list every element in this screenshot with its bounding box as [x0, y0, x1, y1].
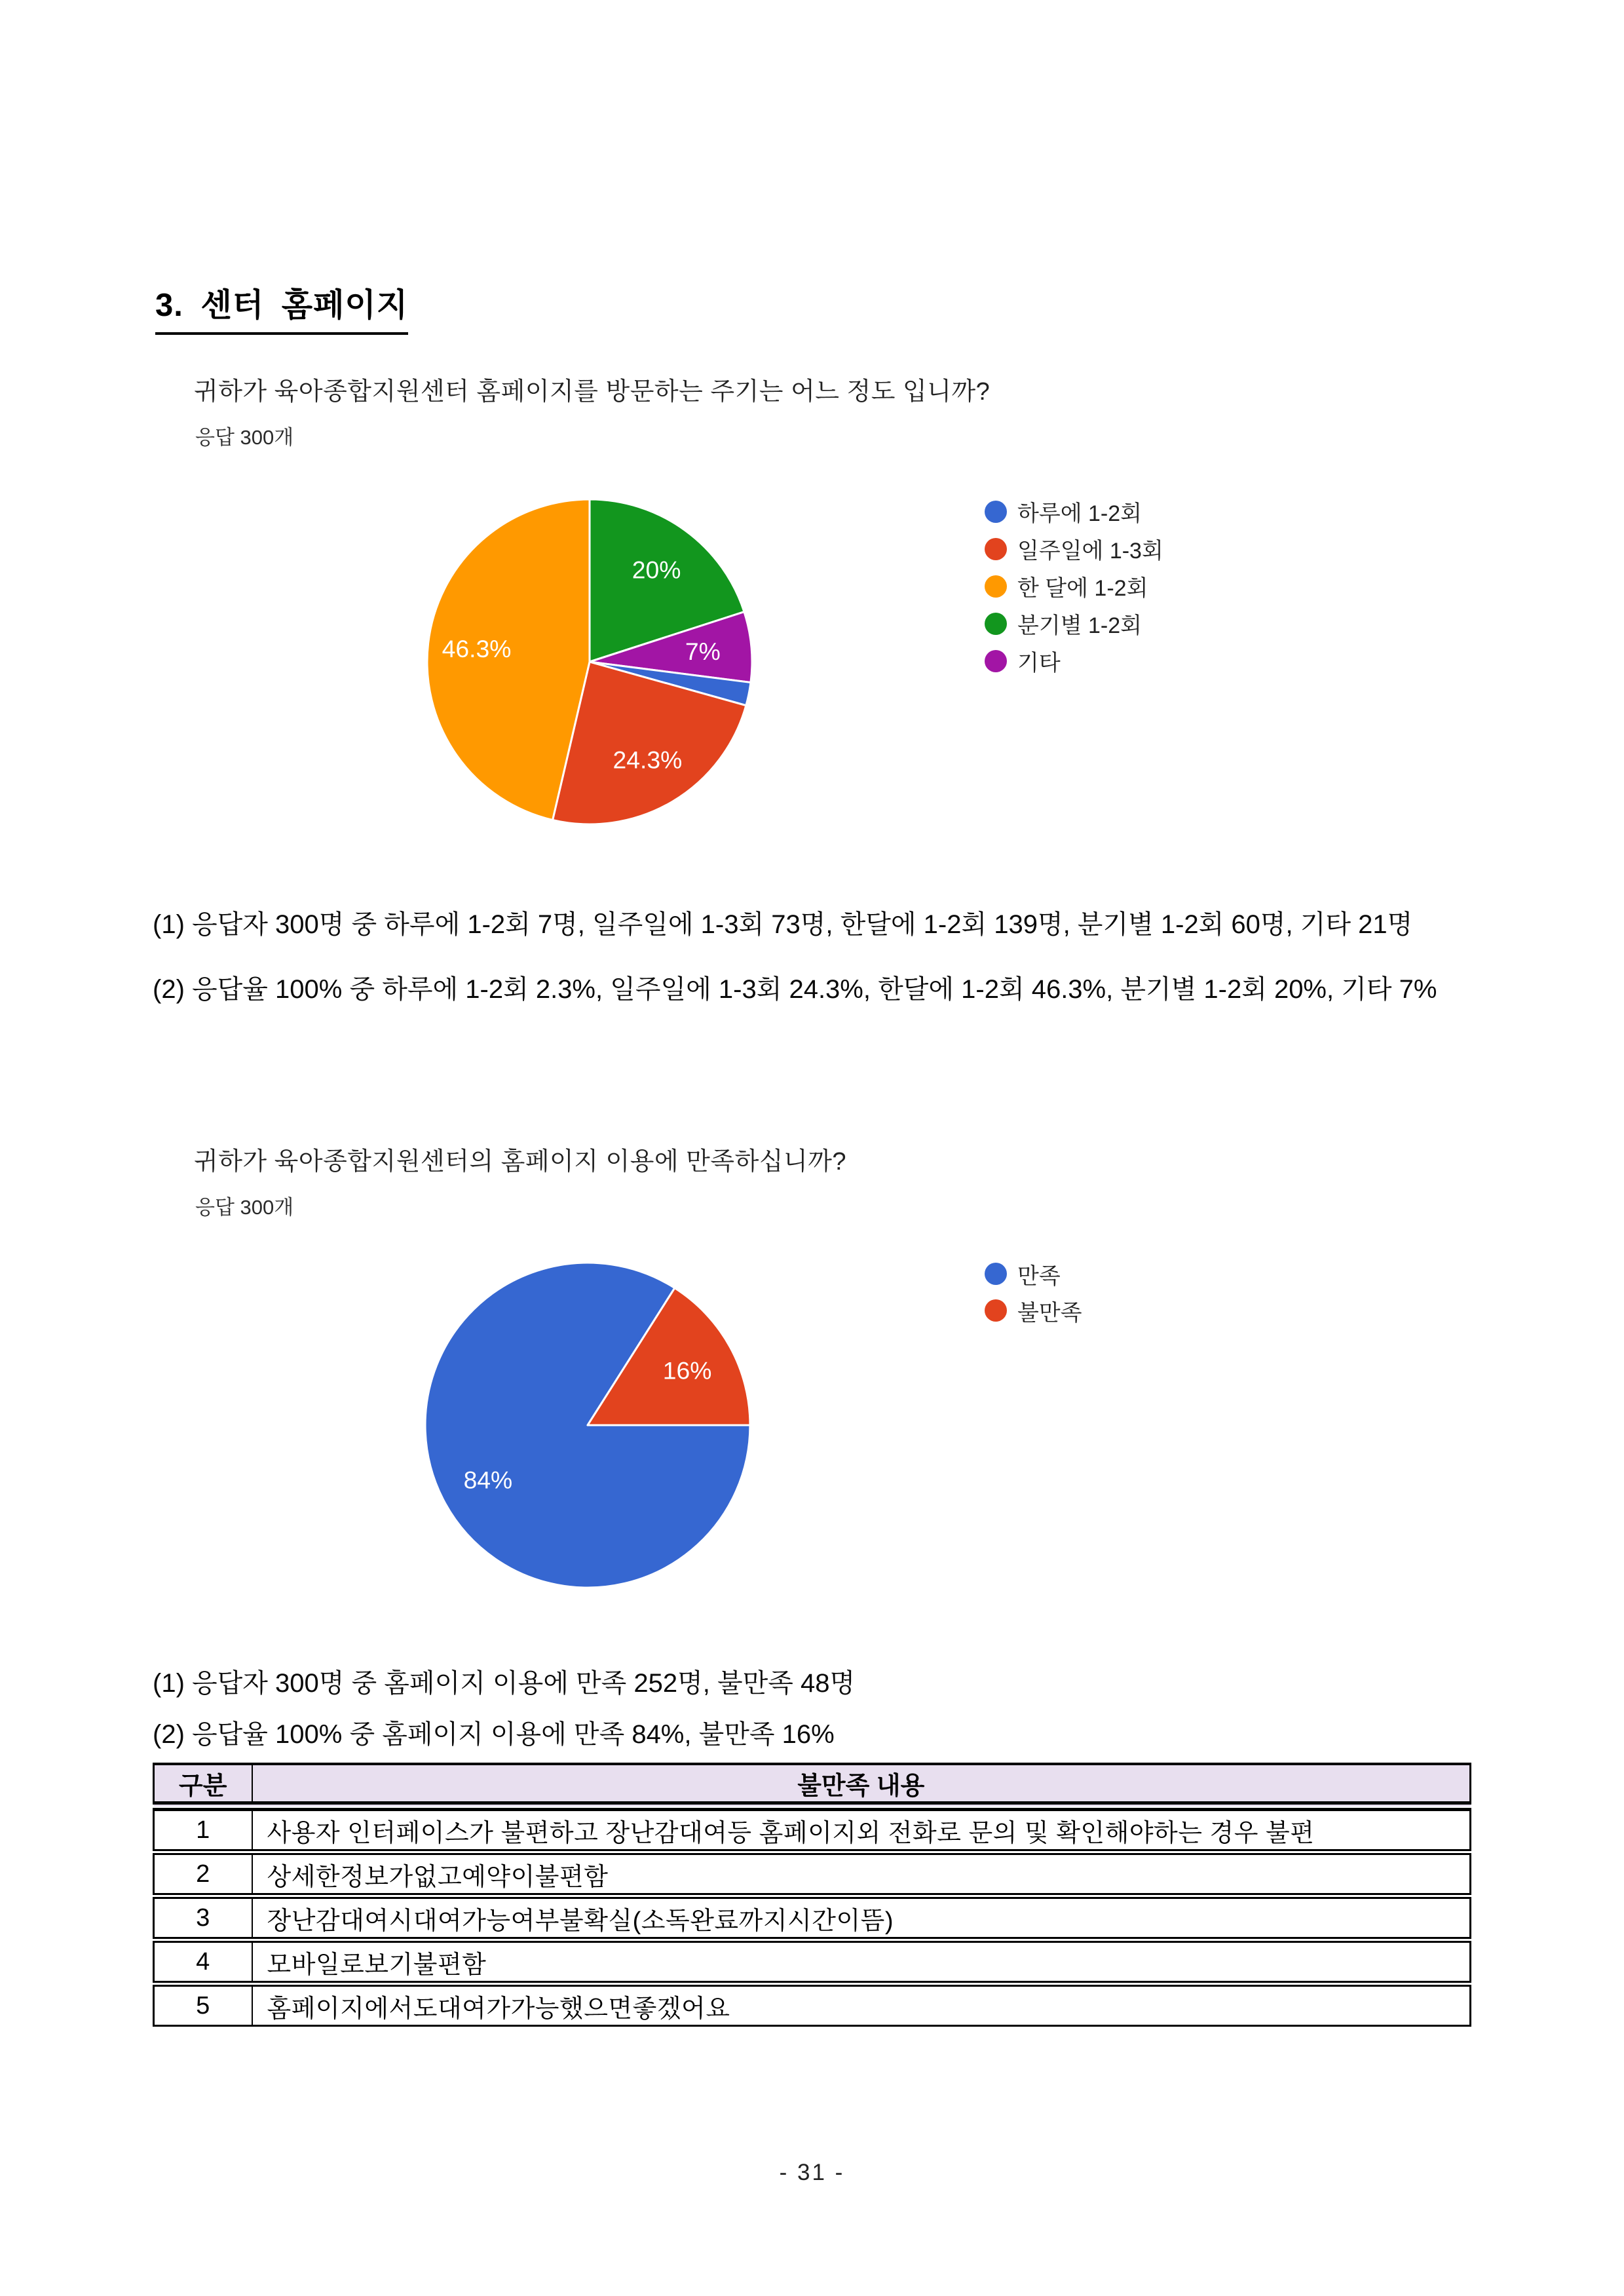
paragraph-text: 응답자 300명 중 홈페이지 이용에 만족 252명, 불만족 48명 — [192, 1669, 856, 1698]
visit-frequency-pie-chart — [425, 497, 755, 827]
row-content-cell: 장난감대여시대여가능여부불확실(소독완료까지시간이뜸) — [252, 1896, 1471, 1940]
table-row — [154, 1984, 1471, 2026]
svg-text:84%: 84% — [463, 1466, 513, 1494]
legend-dot-icon — [985, 1299, 1007, 1322]
paragraph-marker: (2) — [153, 1720, 185, 1749]
table-header-row — [154, 1764, 1471, 1807]
legend-item — [985, 1255, 1082, 1292]
legend-item-label: 분기별 1-2회 — [1017, 613, 1142, 638]
legend-item — [985, 605, 1163, 642]
row-content-cell: 모바일로보기불편함 — [252, 1940, 1471, 1984]
table-row — [154, 1940, 1471, 1984]
column-header-content: 불만족 내용 — [252, 1764, 1471, 1807]
row-number-cell: 5 — [154, 1984, 252, 2026]
table-row — [154, 1852, 1471, 1896]
visit-frequency-legend — [985, 493, 1163, 679]
legend-item — [985, 642, 1163, 679]
paragraph-text: 응답자 300명 중 하루에 1-2회 7명, 일주일에 1-3회 73명, 한달에 1-2회 139명, 분기별 1-2회 60명, 기타 21명 — [192, 910, 1413, 939]
table-row — [154, 1896, 1471, 1940]
row-number-cell: 1 — [154, 1807, 252, 1852]
legend-dot-icon — [985, 1263, 1007, 1285]
paragraph-marker: (1) — [153, 910, 185, 939]
legend-dot-icon — [985, 575, 1007, 598]
finding-paragraph — [153, 1709, 1473, 1760]
finding-paragraph — [153, 1658, 1473, 1709]
legend-item — [985, 567, 1163, 605]
legend-dot-icon — [985, 613, 1007, 635]
legend-item — [985, 530, 1163, 567]
row-number-cell: 3 — [154, 1896, 252, 1940]
paragraph-text: 응답율 100% 중 하루에 1-2회 2.3%, 일주일에 1-3회 24.3%, 한달에 1-2회 46.3%, 분기별 1-2회 20%, 기타 7% — [192, 975, 1437, 1004]
legend-item-label: 불만족 — [1017, 1300, 1082, 1326]
paragraph-marker: (1) — [153, 1669, 185, 1698]
row-content-cell: 홈페이지에서도대여가가능했으면좋겠어요 — [252, 1984, 1471, 2026]
paragraph-text: 응답율 100% 중 홈페이지 이용에 만족 84%, 불만족 16% — [192, 1720, 835, 1749]
row-content-cell: 사용자 인터페이스가 불편하고 장난감대여등 홈페이지외 전화로 문의 및 확인해야하는 경우 불편 — [267, 1819, 1315, 1847]
legend-item-label: 한 달에 1-2회 — [1017, 576, 1148, 601]
satisfaction-pie-chart — [423, 1260, 753, 1590]
legend-item — [985, 1292, 1082, 1329]
legend-dot-icon — [985, 538, 1007, 560]
question-2-text: 귀하가 육아종합지원센터의 홈페이지 이용에 만족하십니까? — [194, 1148, 847, 1176]
row-content-cell: 상세한정보가없고예약이불편함 — [252, 1852, 1471, 1896]
svg-text:7%: 7% — [685, 637, 721, 665]
page-title: 3. 센터 홈페이지 — [155, 280, 408, 335]
dissatisfaction-table — [153, 1763, 1471, 2027]
svg-text:46.3%: 46.3% — [442, 635, 512, 663]
section-2-findings — [153, 1658, 1473, 1760]
legend-item-label: 만족 — [1017, 1263, 1061, 1289]
question-2-response-count: 응답 300개 — [195, 1196, 294, 1219]
question-1-response-count: 응답 300개 — [195, 426, 294, 449]
finding-paragraph — [153, 957, 1473, 1022]
svg-text:16%: 16% — [662, 1356, 712, 1385]
column-header-category: 구분 — [154, 1764, 252, 1807]
finding-paragraph — [153, 892, 1473, 957]
row-number-cell: 4 — [154, 1940, 252, 1984]
page-number: - 31 - — [779, 2160, 845, 2185]
legend-item-label: 기타 — [1017, 651, 1061, 676]
svg-text:20%: 20% — [632, 556, 681, 584]
legend-item — [985, 493, 1163, 530]
legend-item-label: 하루에 1-2회 — [1017, 501, 1142, 526]
satisfaction-legend — [985, 1255, 1082, 1329]
row-number-cell: 2 — [154, 1852, 252, 1896]
section-1-findings — [153, 892, 1473, 1022]
table-row — [154, 1807, 1471, 1852]
legend-dot-icon — [985, 650, 1007, 672]
paragraph-marker: (2) — [153, 975, 185, 1004]
question-1-text: 귀하가 육아종합지원센터 홈페이지를 방문하는 주기는 어느 정도 입니까? — [194, 378, 991, 406]
legend-dot-icon — [985, 501, 1007, 523]
svg-text:24.3%: 24.3% — [613, 746, 683, 774]
legend-item-label: 일주일에 1-3회 — [1017, 539, 1163, 564]
